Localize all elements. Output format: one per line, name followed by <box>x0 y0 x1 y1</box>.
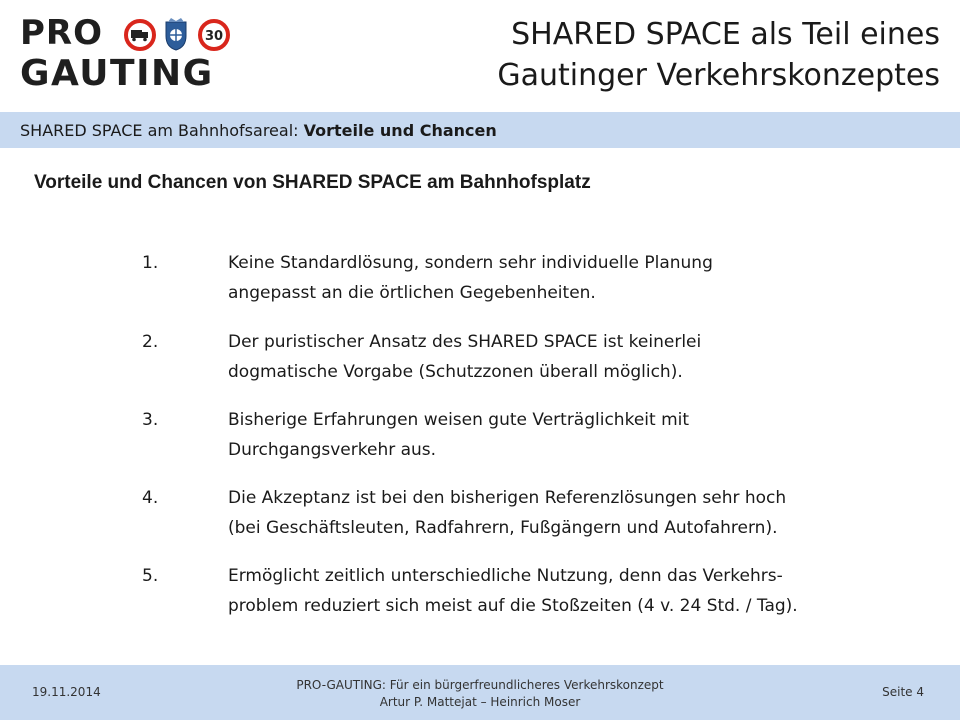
logo-signs <box>124 18 234 52</box>
footer-bar <box>0 665 960 720</box>
list-item-number: 4. <box>142 488 159 508</box>
list-item-line: Keine Standardlösung, sondern sehr individuelle Planung <box>228 253 713 273</box>
footer-credits <box>230 677 730 711</box>
list-item-line: Der puristischer Ansatz des SHARED SPACE ist keinerlei <box>228 332 702 352</box>
slide-title-line-2: Gautinger Verkehrskonzeptes <box>497 58 940 93</box>
footer-credits-line-2: Artur P. Mattejat – Heinrich Moser <box>379 695 581 709</box>
footer-credits-line-1: PRO-GAUTING: Für ein bürgerfreundlicheres Verkehrskonzept <box>296 678 664 692</box>
section-bar-text <box>20 121 497 140</box>
list-item-text <box>228 483 928 543</box>
logo-pro-text: PRO <box>20 13 104 53</box>
list-item-number: 2. <box>142 332 159 352</box>
list-item-line: (bei Geschäftsleuten, Radfahrern, Fußgängern und Autofahrern). <box>228 518 778 538</box>
section-bar-prefix: SHARED SPACE am Bahnhofsareal: <box>20 121 304 140</box>
list-item-number: 5. <box>142 566 159 586</box>
list-item-text <box>228 561 928 621</box>
content-heading: Vorteile und Chancen von SHARED SPACE am Bahnhofsplatz <box>34 172 591 193</box>
footer-page-number: Seite 4 <box>882 685 924 699</box>
list-item-line: Durchgangsverkehr aus. <box>228 440 437 460</box>
no-trucks-sign-icon <box>126 21 154 49</box>
gauting-coat-of-arms-icon <box>166 18 186 50</box>
list-item-line: dogmatische Vorgabe (Schutzzonen überall möglich). <box>228 362 683 382</box>
list-item-line: Bisherige Erfahrungen weisen gute Verträglichkeit mit <box>228 410 690 430</box>
list-item-text <box>228 405 928 465</box>
list-item-line: problem reduziert sich meist auf die Stoßzeiten (4 v. 24 Std. / Tag). <box>228 596 798 616</box>
list-item-line: Die Akzeptanz ist bei den bisherigen Referenzlösungen sehr hoch <box>228 488 787 508</box>
speed-limit-30-sign-icon <box>200 21 228 49</box>
logo-gauting-text: GAUTING <box>20 53 214 94</box>
list-item-text <box>228 327 928 387</box>
slide-title-line-1: SHARED SPACE als Teil eines <box>511 17 940 52</box>
pro-gauting-logo <box>20 12 235 94</box>
slide-title <box>380 14 940 96</box>
list-item-text <box>228 248 928 308</box>
list-item-number: 1. <box>142 253 159 273</box>
section-bar <box>0 112 960 148</box>
speed-limit-value: 30 <box>204 29 224 44</box>
list-item-line: angepasst an die örtlichen Gegebenheiten. <box>228 283 596 303</box>
footer-date: 19.11.2014 <box>32 685 101 699</box>
list-item-number: 3. <box>142 410 159 430</box>
section-bar-emphasis: Vorteile und Chancen <box>303 121 497 140</box>
list-item-line: Ermöglicht zeitlich unterschiedliche Nutzung, denn das Verkehrs- <box>228 566 783 586</box>
